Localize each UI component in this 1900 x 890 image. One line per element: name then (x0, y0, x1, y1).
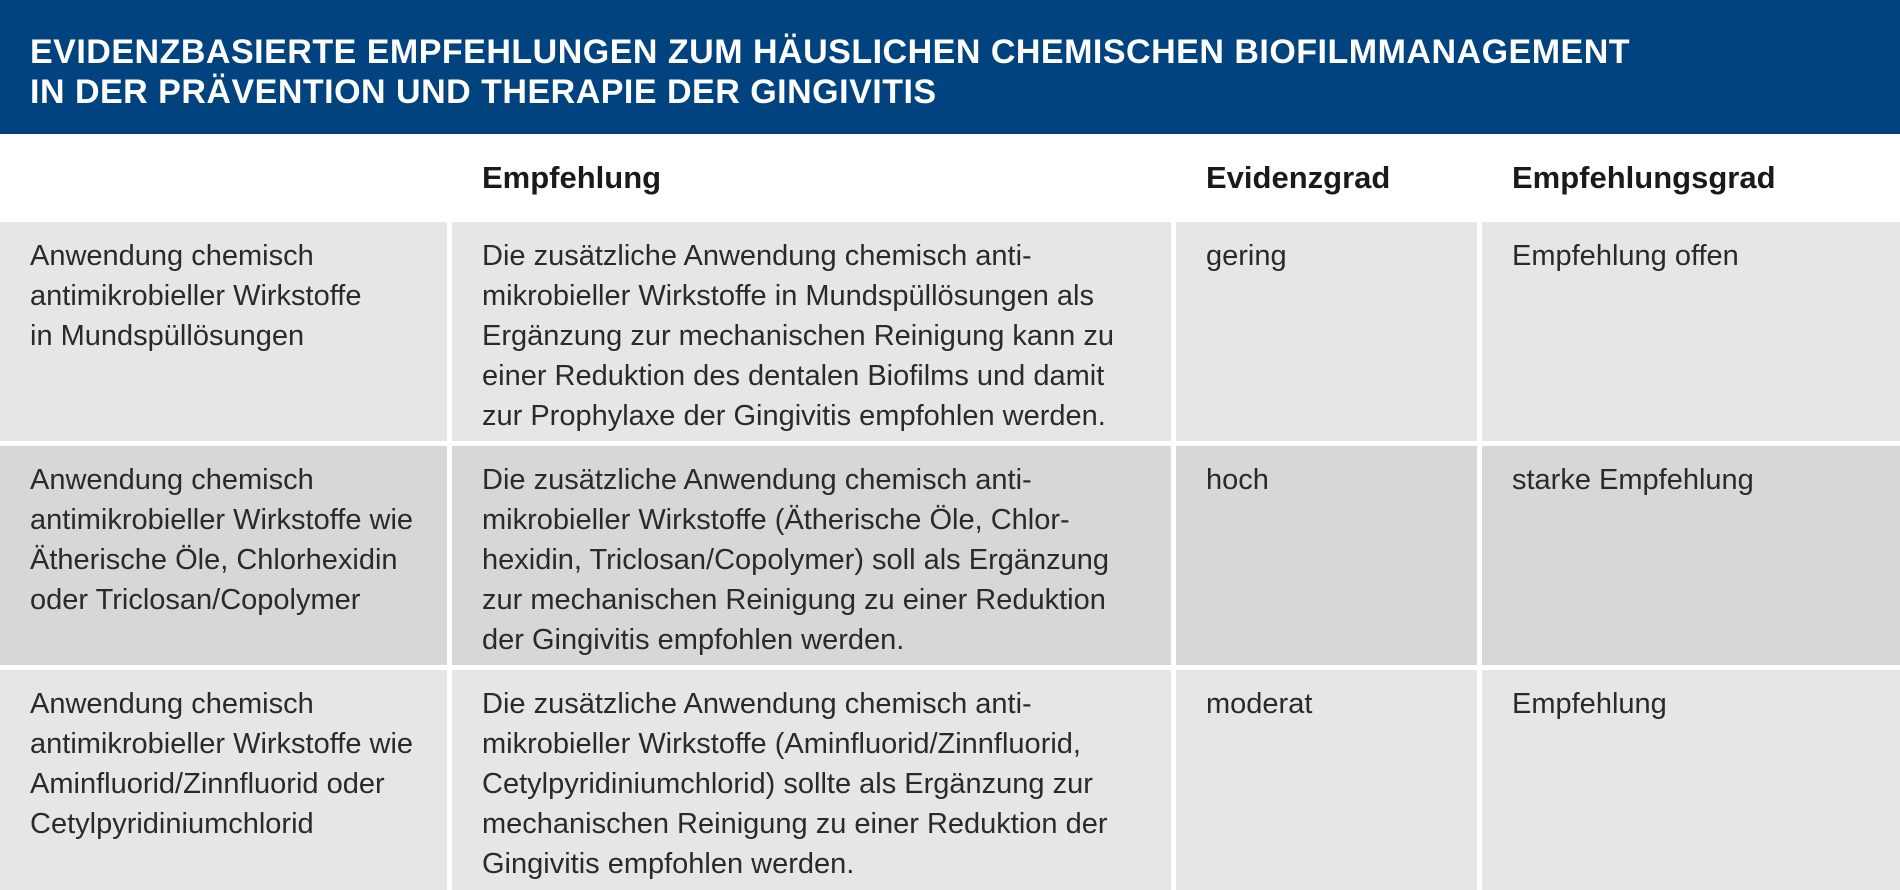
topic-text: Anwendung chemisch antimikrobieller Wirkstoffe wie Ätherische Öle, Chlorhexidin oder Triclosan/Copolymer (30, 464, 414, 616)
evidence-text: gering (1206, 240, 1287, 272)
grade-text: Empfehlung (1512, 688, 1667, 720)
cell-topic (0, 670, 452, 890)
cell-recommendation-grade (1482, 670, 1900, 890)
header-recommendation: Empfehlung (452, 134, 1176, 222)
grade-text: Empfehlung offen (1512, 240, 1739, 272)
topic-text: Anwendung chemisch antimikrobieller Wirkstoffe wie Aminfluorid/Zinnfluorid oder Cetylpyridiniumchlorid (30, 688, 414, 840)
evidence-text: hoch (1206, 464, 1269, 496)
title-banner (0, 0, 1900, 134)
table-header-row (0, 134, 1900, 222)
table-row (0, 446, 1900, 670)
grade-text: starke Empfehlung (1512, 464, 1754, 496)
recommendation-text: Die zusätzliche Anwendung chemisch anti- mikrobieller Wirkstoffe (Aminfluorid/Zinnfluorid, Cetylpyridiniumchlorid) sollte als Ergänzung zur mechanischen Reinigung zu einer Reduktion der Gingivitis empfohlen werden. (482, 688, 1108, 880)
cell-recommendation-grade (1482, 222, 1900, 446)
cell-evidence-level (1176, 222, 1482, 446)
table-row (0, 222, 1900, 446)
cell-topic (0, 446, 452, 670)
title-line-2: IN DER PRÄVENTION UND THERAPIE DER GINGIVITIS (30, 73, 937, 111)
header-topic (0, 134, 452, 222)
title-line-1: EVIDENZBASIERTE EMPFEHLUNGEN ZUM HÄUSLICHEN CHEMISCHEN BIOFILMMANAGEMENT (30, 33, 1631, 71)
cell-evidence-level (1176, 670, 1482, 890)
cell-recommendation (452, 222, 1176, 446)
cell-recommendation-grade (1482, 446, 1900, 670)
header-recommendation-grade: Empfehlungsgrad (1482, 134, 1900, 222)
topic-text: Anwendung chemisch antimikrobieller Wirkstoffe in Mundspüllösungen (30, 240, 362, 352)
evidence-text: moderat (1206, 688, 1313, 720)
recommendation-text: Die zusätzliche Anwendung chemisch anti- mikrobieller Wirkstoffe (Ätherische Öle, Chlor- hexidin, Triclosan/Copolymer) soll als Ergänzung zur mechanischen Reinigung zu einer Reduktion der Gingivitis empfohlen werden. (482, 464, 1110, 656)
table-row (0, 670, 1900, 890)
recommendation-text: Die zusätzliche Anwendung chemisch anti- mikrobieller Wirkstoffe in Mundspüllösungen als Ergänzung zur mechanischen Reinigung kann zu einer Reduktion des dentalen Biofilms und damit zur Prophylaxe der Gingivitis empfohlen werden. (482, 240, 1114, 432)
cell-evidence-level (1176, 446, 1482, 670)
header-evidence-level: Evidenzgrad (1176, 134, 1482, 222)
cell-recommendation (452, 670, 1176, 890)
cell-recommendation (452, 446, 1176, 670)
recommendations-table (0, 134, 1900, 890)
cell-topic (0, 222, 452, 446)
recommendations-table-wrapper (0, 134, 1900, 890)
